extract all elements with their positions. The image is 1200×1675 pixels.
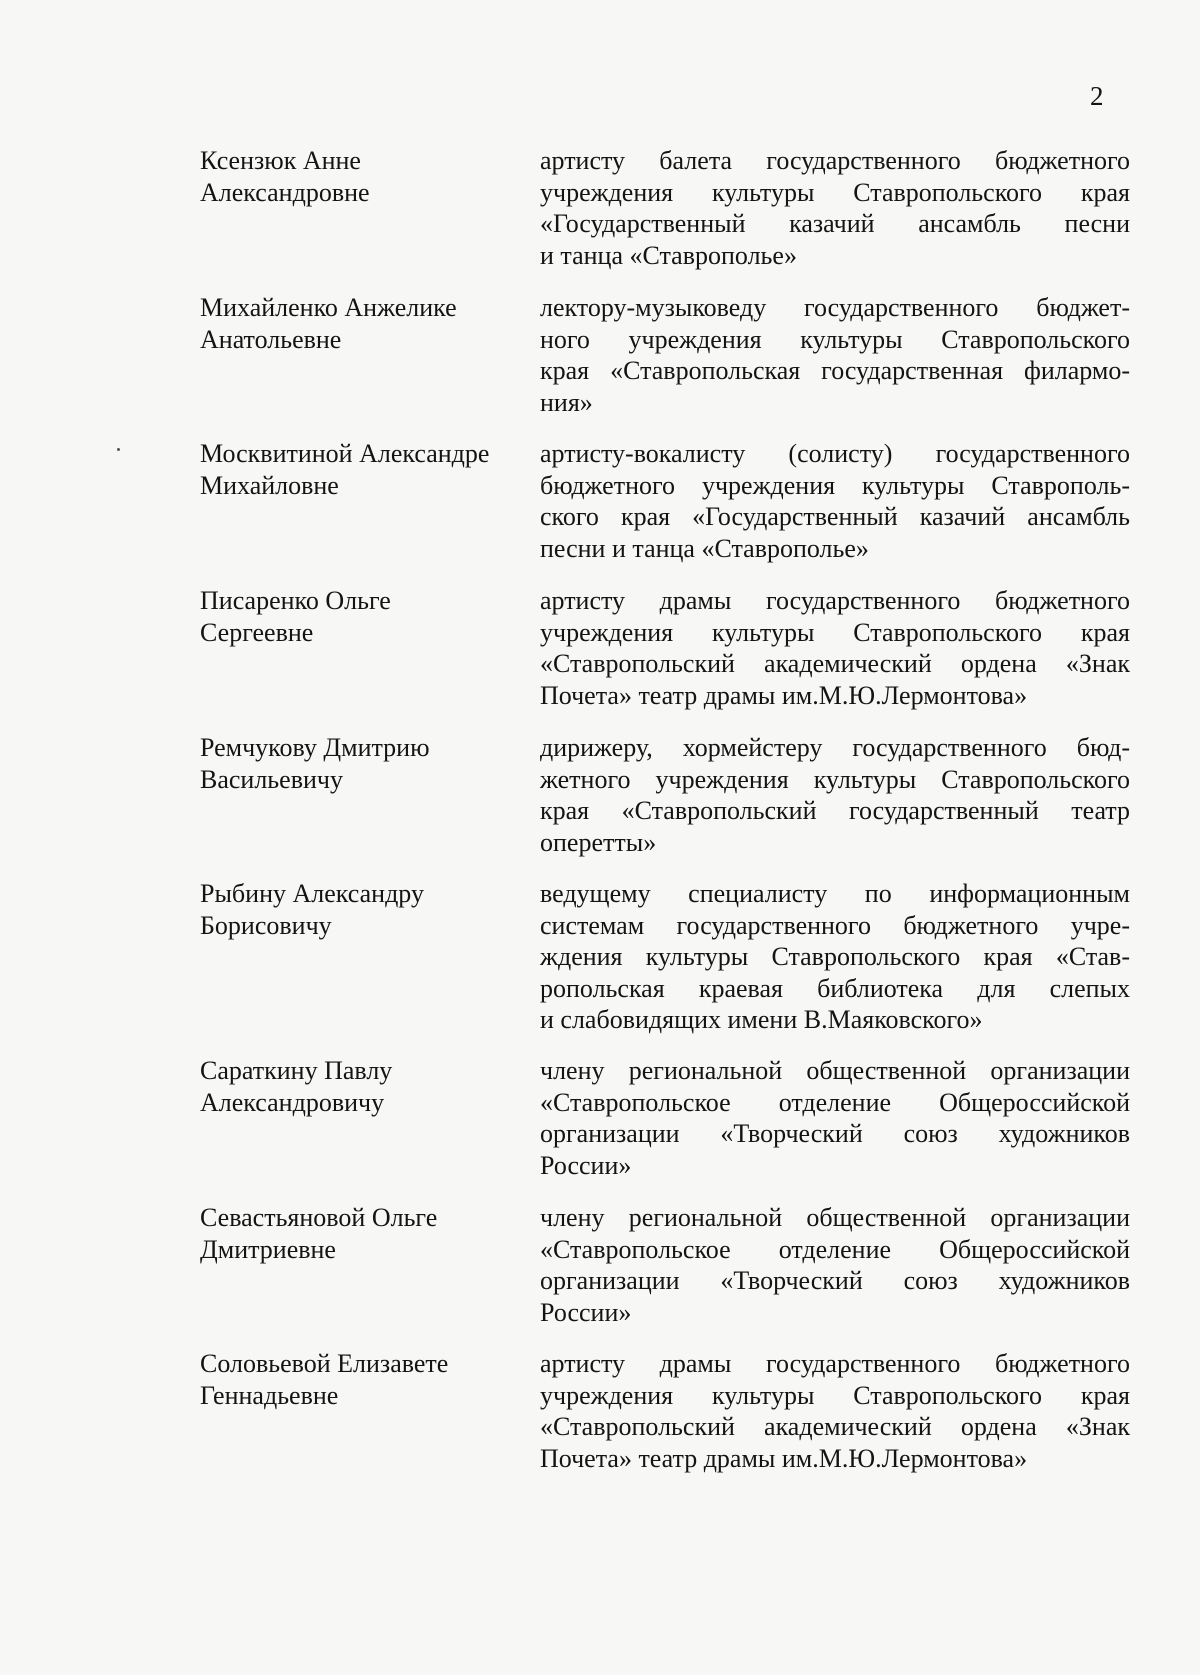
- recipient-name-line: Дмитриевне: [200, 1235, 336, 1264]
- recipient-name-line: Писаренко Ольге: [200, 586, 391, 615]
- recipient-name: [200, 585, 530, 649]
- recipient-name-line: Сараткину Павлу: [200, 1056, 393, 1085]
- recipient-name: [200, 1348, 530, 1412]
- recipient-name-line: Борисовичу: [200, 911, 332, 940]
- position-line: ния»: [540, 387, 593, 417]
- position-line: организации «Творческий союз художников: [540, 1266, 1130, 1295]
- position-line: России»: [540, 1150, 632, 1180]
- position-line: «Государственный казачий ансамбль песни: [540, 209, 1130, 238]
- recipient-name-line: Александровичу: [200, 1088, 385, 1117]
- recipient-name-line: Ксензюк Анне: [200, 146, 361, 175]
- position-line: организации «Творческий союз художников: [540, 1119, 1130, 1148]
- position-line: ского края «Государственный казачий ансамбль: [540, 502, 1130, 531]
- position-line: ропольская краевая библиотека для слепых: [540, 973, 1130, 1003]
- recipient-name-line: Васильевичу: [200, 765, 343, 794]
- position-line: «Ставропольское отделение Общероссийской: [540, 1234, 1130, 1264]
- recipient-name: [200, 438, 530, 502]
- recipient-name: [200, 292, 530, 356]
- recipient-name-line: Ремчукову Дмитрию: [200, 733, 430, 762]
- position-line: Почета» театр драмы им.М.Ю.Лермонтова»: [540, 680, 1028, 710]
- position-line: учреждения культуры Ставропольского края: [540, 1380, 1130, 1410]
- recipient-name-line: Михайленко Анжелике: [200, 293, 457, 322]
- position-line: члену региональной общественной организации: [540, 1203, 1130, 1232]
- position-line: учреждения культуры Ставропольского края: [540, 177, 1130, 207]
- recipient-name: [200, 1055, 530, 1119]
- recipient-name-line: Рыбину Александру: [200, 879, 424, 908]
- recipient-name: [200, 732, 530, 796]
- recipient-position: [540, 585, 1130, 711]
- position-line: «Ставропольский академический ордена «Знак: [540, 649, 1130, 678]
- recipient-name: [200, 1202, 530, 1266]
- recipient-name-line: Александровне: [200, 178, 370, 207]
- recipient-name-line: Севастьяновой Ольге: [200, 1203, 438, 1232]
- position-line: артисту драмы государственного бюджетного: [540, 586, 1130, 615]
- recipient-name-line: Анатольевне: [200, 325, 342, 354]
- position-line: «Ставропольское отделение Общероссийской: [540, 1087, 1130, 1117]
- position-line: члену региональной общественной организации: [540, 1056, 1130, 1085]
- recipient-position: [540, 732, 1130, 858]
- position-line: жетного учреждения культуры Ставропольского: [540, 764, 1130, 794]
- position-line: ного учреждения культуры Ставропольского: [540, 324, 1130, 354]
- recipient-position: [540, 1202, 1130, 1328]
- position-line: системам государственного бюджетного учре-: [540, 910, 1130, 940]
- position-line: учреждения культуры Ставропольского края: [540, 617, 1130, 647]
- recipient-name-line: Соловьевой Елизавете: [200, 1349, 449, 1378]
- position-line: и слабовидящих имени В.Маяковского»: [540, 1005, 983, 1034]
- recipient-position: [540, 438, 1130, 564]
- position-line: артисту драмы государственного бюджетного: [540, 1349, 1130, 1378]
- recipient-name: [200, 878, 530, 942]
- recipient-name-line: Геннадьевне: [200, 1381, 339, 1410]
- position-line: лектору-музыковеду государственного бюджет-: [540, 293, 1130, 322]
- recipient-name-line: Михайловне: [200, 471, 339, 500]
- position-line: песни и танца «Ставрополье»: [540, 533, 869, 563]
- recipient-position: [540, 1348, 1130, 1474]
- position-line: бюджетного учреждения культуры Ставрополь-: [540, 470, 1130, 500]
- position-line: края «Ставропольская государственная филармо-: [540, 356, 1130, 385]
- position-line: оперетты»: [540, 827, 657, 857]
- position-line: «Ставропольский академический ордена «Знак: [540, 1412, 1130, 1441]
- position-line: России»: [540, 1297, 632, 1327]
- recipient-position: [540, 292, 1130, 418]
- position-line: и танца «Ставрополье»: [540, 240, 797, 270]
- position-line: артисту-вокалисту (солисту) государственного: [540, 439, 1130, 468]
- position-line: Почета» театр драмы им.М.Ю.Лермонтова»: [540, 1443, 1028, 1473]
- recipient-name: [200, 145, 530, 209]
- position-line: дирижеру, хормейстеру государственного бюд-: [540, 733, 1130, 762]
- recipient-name-line: Москвитиной Александре: [200, 439, 490, 468]
- recipient-position: [540, 878, 1130, 1036]
- position-line: края «Ставропольский государственный театр: [540, 796, 1130, 825]
- recipient-position: [540, 145, 1130, 271]
- position-line: артисту балета государственного бюджетного: [540, 146, 1130, 175]
- position-line: ждения культуры Ставропольского края «Став-: [540, 942, 1130, 971]
- scan-speck: [117, 448, 120, 451]
- page-number: 2: [1090, 81, 1104, 111]
- position-line: ведущему специалисту по информационным: [540, 879, 1130, 908]
- recipient-position: [540, 1055, 1130, 1181]
- recipient-name-line: Сергеевне: [200, 618, 314, 647]
